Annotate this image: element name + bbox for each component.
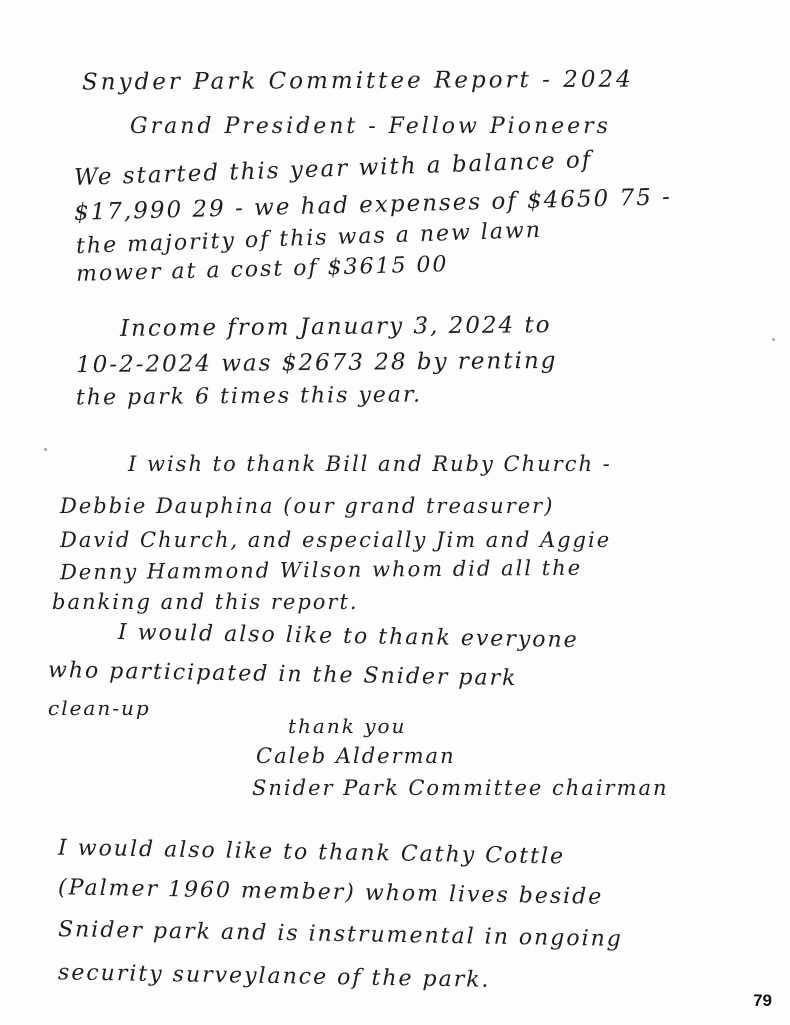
para4-line3: clean-up bbox=[48, 696, 151, 720]
para2-line1: Income from January 3, 2024 to bbox=[119, 312, 552, 342]
signoff-thanks: thank you bbox=[288, 714, 407, 738]
para5-line1: I would also like to thank Cathy Cottle bbox=[57, 835, 566, 870]
para3-line4: Denny Hammond Wilson whom did all the bbox=[59, 555, 583, 585]
para5-line3: Snider park and is instrumental in ongoing bbox=[57, 917, 624, 952]
page-number: 79 bbox=[753, 991, 772, 1010]
para4-line2: who participated in the Snider park bbox=[47, 657, 518, 692]
report-title: Snyder Park Committee Report - 2024 bbox=[81, 66, 634, 96]
para3-line5: banking and this report. bbox=[52, 590, 359, 614]
para4-line1: I would also like to thank everyone bbox=[117, 619, 579, 654]
para1-line1: We started this year with a balance of bbox=[73, 146, 593, 192]
signoff-title: Snider Park Committee chairman bbox=[252, 776, 669, 800]
para1-line3: the majority of this was a new lawn bbox=[75, 217, 543, 260]
para1-line2: $17,990 29 - we had expenses of $4650 75 - bbox=[73, 184, 673, 226]
para2-line2: 10-2-2024 was $2673 28 by renting bbox=[75, 347, 558, 379]
para3-line2: Debbie Dauphina (our grand treasurer) bbox=[60, 494, 555, 518]
para3-line1: I wish to thank Bill and Ruby Church - bbox=[128, 452, 612, 476]
para2-line3: the park 6 times this year. bbox=[75, 382, 423, 411]
greeting-line: Grand President - Fellow Pioneers bbox=[130, 114, 611, 139]
para5-line4: security surveylance of the park. bbox=[57, 960, 491, 993]
para3-line3: David Church, and especially Jim and Aggie bbox=[60, 528, 612, 552]
signoff-name: Caleb Alderman bbox=[256, 744, 456, 768]
para5-line2: (Palmer 1960 member) whom lives beside bbox=[57, 875, 604, 910]
para1-line4: mower at a cost of $3615 00 bbox=[75, 252, 449, 287]
